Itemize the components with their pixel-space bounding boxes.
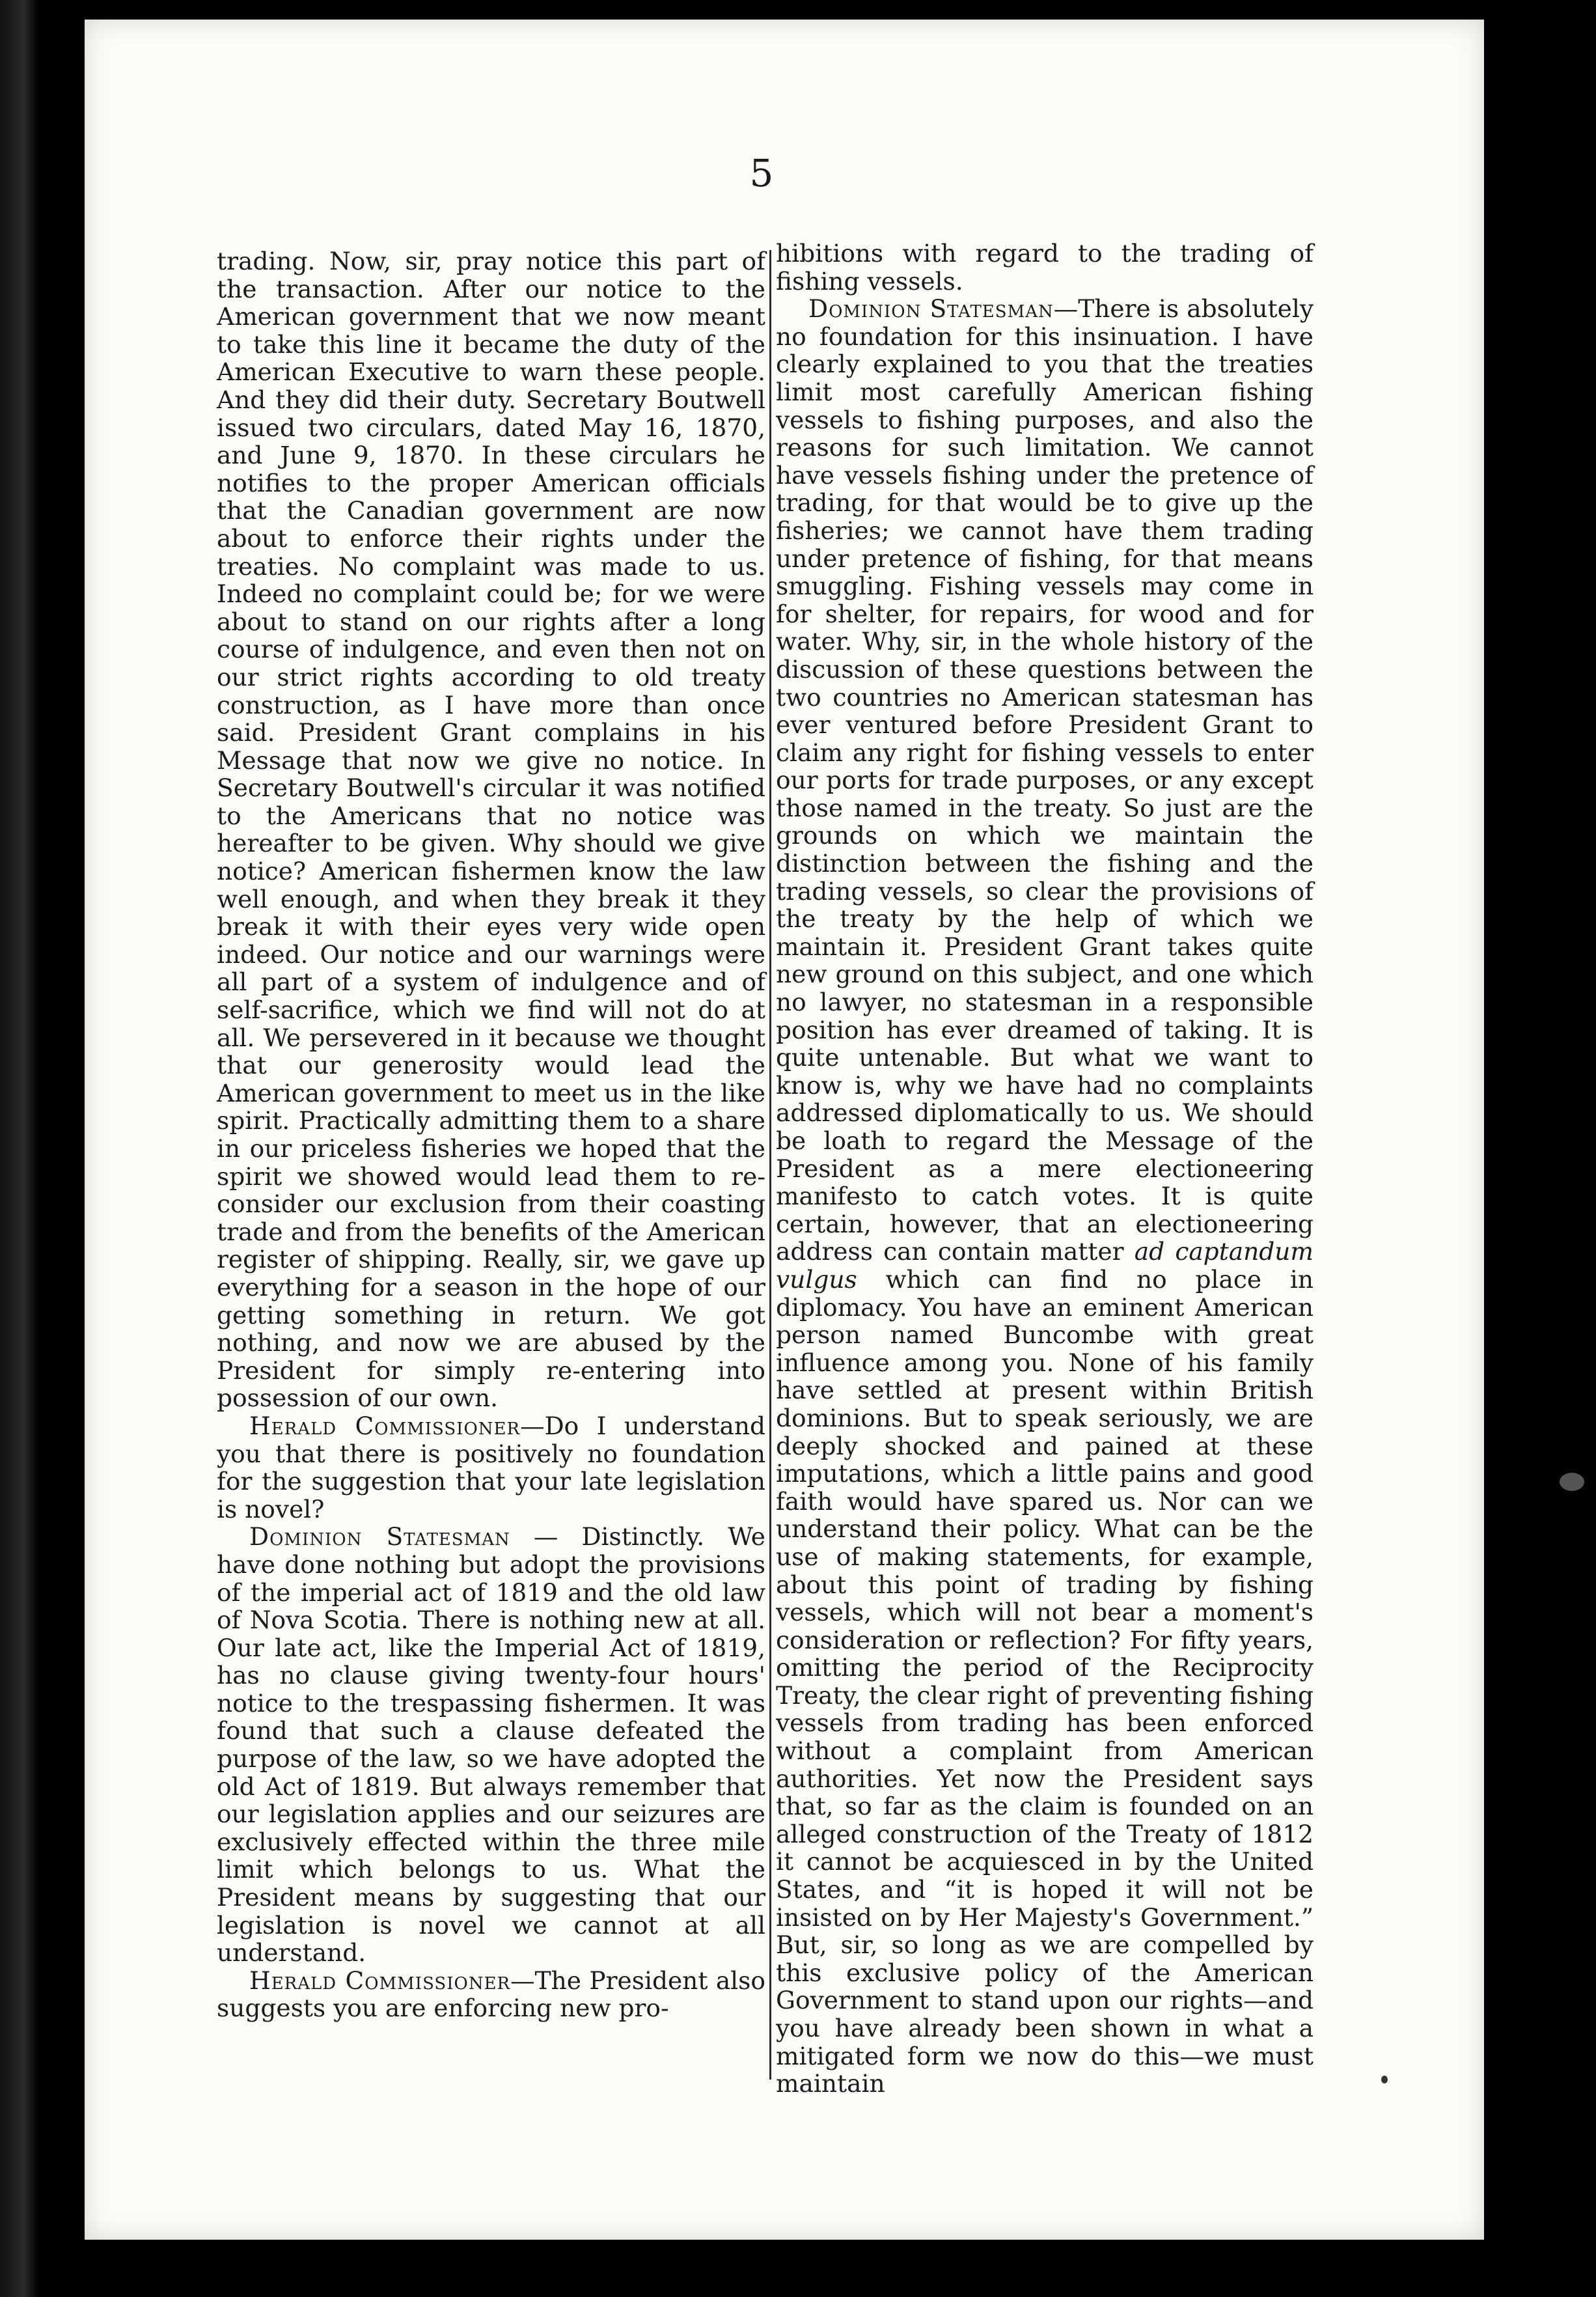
paragraph: [776, 295, 1314, 2098]
right-column: [776, 240, 1314, 2098]
scan-frame-edge: [0, 0, 39, 2297]
speaker-label: Dominion Statesman: [808, 294, 1054, 324]
ink-dot: [1381, 2076, 1388, 2083]
paragraph-text: which can find no place in diplomacy. You have an eminent American person named Buncombe with great influence among you. None of his family have settled at present within British dominions. But to speak seriously, we are deeply shocked and pained at these imputations, which a little pains and good faith would have spared us. Nor can we understand their policy. What can be the use of making statements, for example, about this point of trading by fishing vessels, which will not bear a moment's consideration or reflection? For fifty years, omitting the period of the Reciprocity Treaty, the clear right of preventing fishing vessels from trading has been enforced without a complaint from American authorities. Yet now the President says that, so far as the claim is founded on an alleged construction of the Treaty of 1812 it cannot be acquiesced in by the United States, and “it is hoped it will not be insisted on by Her Majesty's Government.” But, sir, so long as we are compelled by this exclusive policy of the American Government to stand upon our rights—and you have already been shown in what a mitigated form we now do this—we must maintain: [776, 1264, 1314, 2098]
paragraph: [217, 1523, 765, 1967]
paragraph-text: —Do I understand you that there is positively no foundation for the suggestion that your late legislation is novel?: [217, 1411, 765, 1524]
page-number: 5: [749, 151, 774, 195]
paragraph-text: —There is absolutely no foundation for this insinuation. I have clearly explained to you that the treaties limit most carefully American fishing vessels to fishing purposes, and also the reasons for such limitation. We cannot have vessels fishing under the pretence of trading, for that would be to give up the fisheries; we cannot have them trading under pretence of fishing, for that means smuggling. Fishing vessels may come in for shelter, for repairs, for wood and for water. Why, sir, in the whole history of the discussion of these questions between the two countries no American statesman has ever ventured before President Grant to claim any right for fishing vessels to enter our ports for trade purposes, or any except those named in the treaty. So just are the grounds on which we maintain the distinction between the fishing and the trading vessels, so clear the provisions of the treaty by the help of which we maintain it. President Grant takes quite new ground on this subject, and one which no lawyer, no statesman in a responsible position has ever dreamed of taking. It is quite untenable. But what we want to know is, why we have had no complaints addressed diplomatically to us. We should be loath to regard the Message of the President as a mere electioneering manifesto to catch votes. It is quite certain, however, that an electioneering address can contain matter: [776, 294, 1314, 1266]
paragraph-text: —The President also suggests you are enforcing new pro-: [217, 1966, 765, 2023]
paragraph: [217, 1412, 765, 1523]
column-divider: [769, 250, 771, 2080]
paragraph: trading. Now, sir, pray notice this part of the transaction. After our notice to the American government that we now meant to take this line it became the duty of the American Executive to warn these people. And they did their duty. Secretary Boutwell issued two circulars, dated May 16, 1870, and June 9, 1870. In these circulars he notifies to the proper American officials that the Canadian government are now about to enforce their rights under the treaties. No complaint was made to us. Indeed no complaint could be; for we were about to stand on our rights after a long course of indulgence, and even then not on our strict rights according to old treaty construction, as I have more than once said. President Grant complains in his Message that now we give no notice. In Secretary Boutwell's circular it was notified to the Americans that no notice was hereafter to be given. Why should we give notice? American fishermen know the law well enough, and when they break it they break it with their eyes very wide open indeed. Our notice and our warnings were all part of a system of indulgence and of self-sacrifice, which we find will not do at all. We persevered in it because we thought that our generosity would lead the American government to meet us in the like spirit. Practically admitting them to a share in our priceless fisheries we hoped that the spirit we showed would lead them to re-consider our exclusion from their coasting trade and from the benefits of the American register of shipping. Really, sir, we gave up everything for a season in the hope of our getting something in return. We got nothing, and now we are abused by the President for simply re-entering into possession of our own.: [217, 247, 765, 1413]
speaker-label: Herald Commissioner: [249, 1411, 521, 1440]
speaker-label: Dominion Statesman: [249, 1522, 510, 1552]
paragraph: [217, 1967, 765, 2022]
margin-blot: [1560, 1473, 1584, 1491]
paragraph: hibitions with regard to the trading of fishing vessels.: [776, 239, 1314, 296]
left-column: [217, 247, 765, 2022]
paragraph-text: — Distinctly. We have done nothing but adopt the provisions of the imperial act of 1819 and the old law of Nova Scotia. There is nothing new at all. Our late act, like the Imperial Act of 1819, has no clause giving twenty-four hours' notice to the trespassing fishermen. It was found that such a clause defeated the purpose of the law, so we have adopted the old Act of 1819. But always remember that our legislation applies and our seizures are exclusively effected within the three mile limit which belongs to us. What the President means by suggesting that our legislation is novel we cannot at all understand.: [217, 1522, 765, 1968]
speaker-label: Herald Commissioner: [249, 1966, 511, 1995]
italic-phrase: ad captandum vulgus: [776, 1237, 1314, 1294]
